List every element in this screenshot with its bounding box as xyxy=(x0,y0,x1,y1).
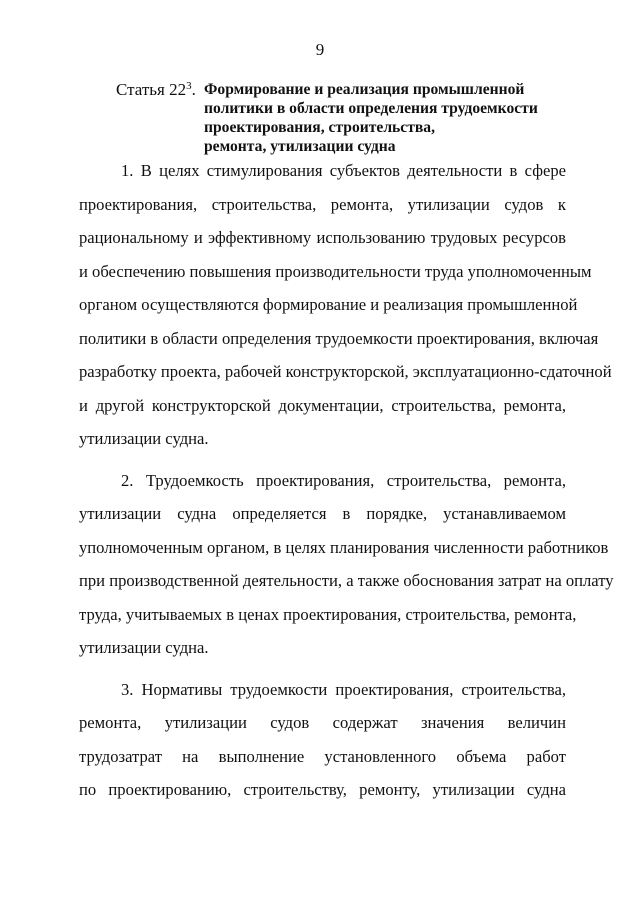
paragraph-line: 1. В целях стимулирования субъектов деятельности в сфере xyxy=(121,161,566,180)
article-label-superscript: 3 xyxy=(186,80,192,92)
paragraph-line: 2. Трудоемкость проектирования, строительства, ремонта, xyxy=(121,470,566,490)
article-label-text: Статья 22 xyxy=(116,80,187,99)
paragraph-line: по проектированию, строительству, ремонту, утилизации судна xyxy=(79,780,566,799)
paragraph-line: ремонта, утилизации судов содержат значения величин xyxy=(79,713,566,732)
paragraph-line: утилизации судна определяется в порядке, устанавливаемом xyxy=(79,504,566,523)
article-body xyxy=(79,154,614,807)
paragraph-line: политики в области определения трудоемкости проектирования, включая xyxy=(79,328,599,348)
paragraph-line: 3. Нормативы трудоемкости проектирования, строительства, xyxy=(121,679,566,699)
paragraph-line: утилизации судна. xyxy=(79,429,209,448)
article-title-line: проектирования, строительства, xyxy=(204,119,436,136)
paragraph-2 xyxy=(79,464,614,665)
paragraph-line: и обеспечению повышения производительности труда уполномоченным xyxy=(79,261,592,281)
paragraph-line: органом осуществляются формирование и реализация промышленной xyxy=(79,295,578,314)
paragraph-3 xyxy=(79,673,566,807)
article-label xyxy=(116,80,196,100)
article-title-line: Формирование и реализация промышленной xyxy=(204,81,525,98)
article-label-suffix: . xyxy=(191,80,196,99)
paragraph-line: уполномоченным органом, в целях планирования численности работников xyxy=(79,537,609,557)
paragraph-1 xyxy=(79,154,612,456)
article-title-line: политики в области определения трудоемкости xyxy=(204,100,538,117)
paragraph-line: при производственной деятельности, а также обоснования затрат на оплату xyxy=(79,571,614,590)
paragraph-line: и другой конструкторской документации, строительства, ремонта, xyxy=(79,395,566,415)
paragraph-line: утилизации судна. xyxy=(79,638,209,657)
page-number: 9 xyxy=(315,40,325,59)
paragraph-line: труда, учитываемых в ценах проектирования, строительства, ремонта, xyxy=(79,604,577,624)
paragraph-line: разработку проекта, рабочей конструкторской, эксплуатационно-сдаточной xyxy=(79,362,612,381)
paragraph-line: рациональному и эффективному использованию трудовых ресурсов xyxy=(79,228,566,247)
paragraph-line: проектирования, строительства, ремонта, утилизации судов к xyxy=(79,194,566,214)
paragraph-line: трудозатрат на выполнение установленного объема работ xyxy=(79,746,566,766)
article-title-line: ремонта, утилизации судна xyxy=(204,138,396,155)
article-title xyxy=(204,80,584,156)
